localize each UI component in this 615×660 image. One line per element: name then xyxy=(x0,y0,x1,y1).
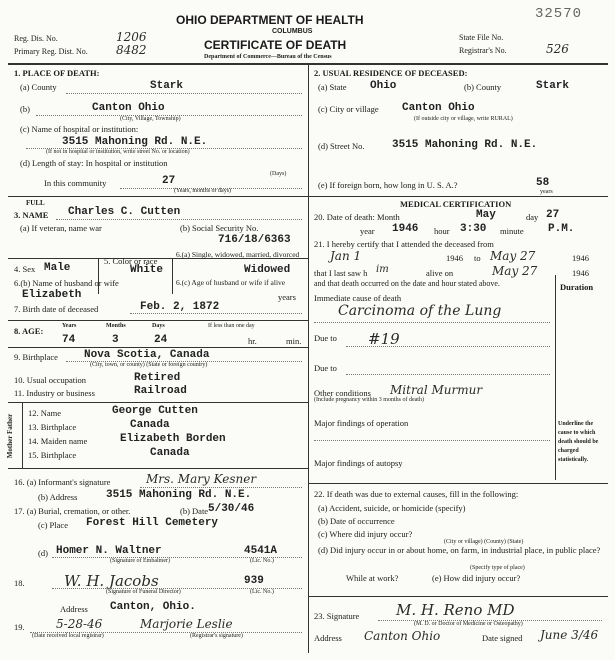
father-name-label: 12. Name xyxy=(28,408,62,418)
marital-value: Widowed xyxy=(244,264,291,276)
place-label: (c) Place xyxy=(38,520,68,530)
spouse-value: Elizabeth xyxy=(22,289,82,301)
age-days-value: 24 xyxy=(154,334,168,346)
birthplace-note: (City, town, or county) (State or foreign country) xyxy=(90,362,208,368)
foreign-unit: years xyxy=(540,189,553,195)
ssn-value: 716/18/6363 xyxy=(218,234,291,246)
state-file-label: State File No. xyxy=(459,33,504,42)
immediate-value: Carcinoma of the Lung xyxy=(338,303,502,319)
mother-father-side-label: Mother Father xyxy=(6,413,15,459)
registrar-no-label: Registrar's No. xyxy=(459,46,507,55)
dod-pm: P.M. xyxy=(548,223,575,235)
burial-label: 17. (a) Burial, cremation, or other. xyxy=(14,506,131,516)
age-years-header: Years xyxy=(62,323,77,329)
age-less-day: If less than one day xyxy=(208,323,255,329)
birthplace-label: 9. Birthplace xyxy=(14,352,58,362)
other-conditions-value: Mitral Murmur xyxy=(390,383,483,397)
registrar-signature: Marjorie Leslie xyxy=(140,617,233,631)
sex-label: 4. Sex xyxy=(14,264,36,274)
attended-from-year: 1946 xyxy=(446,253,463,263)
director-note: (Signature of Funeral Director) xyxy=(106,589,181,595)
age-days-header: Days xyxy=(152,323,165,329)
hospital-note: (If not in hospital or institution, write street No. or location) xyxy=(46,149,190,155)
alive-value: May 27 xyxy=(492,264,538,278)
dod-year-label: year xyxy=(360,226,375,236)
type-place-note: (Specify type of place) xyxy=(470,565,525,571)
birth-date-label: 7. Birth date of deceased xyxy=(14,304,99,314)
reg-dist-label: Reg. Dis. No. xyxy=(14,34,58,43)
birth-date-value: Feb. 2, 1872 xyxy=(140,301,220,313)
stay-unit: (Days) xyxy=(270,171,287,177)
mother-birthplace-value: Canada xyxy=(150,447,190,459)
community-label: In this community xyxy=(44,178,107,188)
filed-date: 5-28-46 xyxy=(56,617,103,631)
sex-value: Male xyxy=(44,262,71,274)
immediate-label: Immediate cause of death xyxy=(314,293,402,303)
mother-birthplace-label: 15. Birthplace xyxy=(28,450,77,460)
res-city-value: Canton Ohio xyxy=(402,102,475,114)
community-note: (Years, months or days) xyxy=(174,188,232,194)
color-label: 5. Color or race xyxy=(104,256,158,266)
attended-to-label: to xyxy=(474,253,481,263)
major-operation-label: Major findings of operation xyxy=(314,418,409,428)
dod-day: 27 xyxy=(546,209,560,221)
dod-hour: 3:30 xyxy=(460,223,487,235)
embalmer-license: 4541A xyxy=(244,545,278,557)
res-city-note: (If outside city or village, write RURAL) xyxy=(414,116,513,122)
attended-to: May 27 xyxy=(490,249,536,263)
res-street-value: 3515 Mahoning Rd. N.E. xyxy=(392,139,538,151)
director-address-value: Canton, Ohio. xyxy=(110,601,196,613)
department-line: Department of Commerce—Bureau of the Census xyxy=(204,54,332,60)
hospital-value: 3515 Mahoning Rd. N.E. xyxy=(62,136,208,148)
res-county-value: Stark xyxy=(536,80,570,92)
dod-month: May xyxy=(476,209,496,221)
informant-signature: Mrs. Mary Kesner xyxy=(146,472,257,486)
alive-label: alive on xyxy=(426,268,454,278)
mother-maiden-label: 14. Maiden name xyxy=(28,436,88,446)
file-stamp: 32570 xyxy=(535,6,583,22)
full-label: FULL xyxy=(26,199,45,207)
industry-label: 11. Industry or business xyxy=(14,388,95,398)
signature-note: (M. D. or Doctor of Medicine or Osteopathy) xyxy=(414,621,523,627)
residence-title: 2. USUAL RESIDENCE OF DECEASED: xyxy=(314,68,468,78)
marital-label: 6.(a) Single, widowed, married, divorced xyxy=(176,250,300,259)
ssn-label: (b) Social Security No. xyxy=(180,223,259,233)
dod-label: 20. Date of death: Month xyxy=(314,212,400,222)
death-county-label: (a) County xyxy=(20,82,57,92)
res-city-label: (c) City or village xyxy=(318,104,379,114)
while-work-label: While at work? xyxy=(346,573,399,583)
external-label: 22. If death was due to external causes, fill in the following: xyxy=(314,489,519,499)
age-months-value: 3 xyxy=(112,334,119,346)
veteran-label: (a) If veteran, name war xyxy=(20,223,102,233)
race-value: White xyxy=(130,264,164,276)
date-signed-value: June 3/46 xyxy=(540,628,599,642)
res-state-label: (a) State xyxy=(318,82,347,92)
age-min: min. xyxy=(286,336,302,346)
accident-label: (a) Accident, suicide, or homicide (specify) xyxy=(318,503,466,513)
certify-text: 21. I hereby certify that I attended the deceased from xyxy=(314,239,494,249)
community-value: 27 xyxy=(162,175,176,187)
spouse-age-label: 6.(c) Age of husband or wife if alive xyxy=(176,278,286,287)
signature-label: 23. Signature xyxy=(314,611,360,621)
name-label: 3. NAME xyxy=(14,210,49,220)
director-lic-note: (Lic. No.) xyxy=(250,589,274,595)
occupation-label: 10. Usual occupation xyxy=(14,375,86,385)
physician-address-label: Address xyxy=(314,633,342,643)
director-address-label: Address xyxy=(60,604,88,614)
burial-date-label: (b) Date xyxy=(180,506,209,516)
foreign-label: (e) If foreign born, how long in U. S. A.? xyxy=(318,180,458,190)
reg-dist-value: 1206 xyxy=(116,30,147,44)
embalmer-lic-note: (Lic. No.) xyxy=(250,558,274,564)
hospital-label: (c) Name of hospital or institution: xyxy=(20,124,139,134)
dod-minute-label: minute xyxy=(500,226,524,236)
where-note: (City or village) (County) (State) xyxy=(444,539,524,545)
place-of-death-title: 1. PLACE OF DEATH: xyxy=(14,68,100,78)
dod-hour-label: hour xyxy=(434,226,450,236)
death-city-label: (b) xyxy=(20,104,30,114)
occupation-value: Retired xyxy=(134,372,181,384)
informant-label: 16. (a) Informant's signature xyxy=(14,477,111,487)
death-county-value: Stark xyxy=(150,80,184,92)
age-hr: hr. xyxy=(248,336,257,346)
informant-address-label: (b) Address xyxy=(38,492,78,502)
due-to-1-label: Due to xyxy=(314,333,337,343)
director-label: 18. xyxy=(14,578,25,588)
underline-note: Underline the cause to which death should be charged statistically. xyxy=(558,421,599,463)
industry-value: Railroad xyxy=(134,385,187,397)
spouse-label: 6.(b) Name of husband or wife xyxy=(14,278,119,288)
registrar-note: (Registrar's signature) xyxy=(190,633,243,639)
last-saw-value: im xyxy=(376,264,389,275)
city-subtitle: COLUMBUS xyxy=(272,28,313,35)
birthplace-value: Nova Scotia, Canada xyxy=(84,349,210,361)
alive-year: 1946 xyxy=(572,268,589,278)
father-birthplace-label: 13. Birthplace xyxy=(28,422,77,432)
mother-maiden-value: Elizabeth Borden xyxy=(120,433,226,445)
director-signature: W. H. Jacobs xyxy=(64,572,159,590)
burial-date-value: 5/30/46 xyxy=(208,503,255,515)
where-label: (c) Where did injury occur? xyxy=(318,529,413,539)
due-to-value: #19 xyxy=(368,330,400,348)
father-name-value: George Cutten xyxy=(112,405,198,417)
embalmer-note: (Signature of Embalmer) xyxy=(110,558,170,564)
death-city-note: (City, Village, Township) xyxy=(120,116,181,122)
place-value: Forest Hill Cemetery xyxy=(86,517,219,529)
agency-title: OHIO DEPARTMENT OF HEALTH xyxy=(176,13,364,27)
last-saw-label: that I last saw h xyxy=(314,268,368,278)
foreign-value: 58 xyxy=(536,177,550,189)
physician-signature: M. H. Reno MD xyxy=(396,601,515,619)
other-conditions-note: (Include pregnancy within 3 months of death) xyxy=(314,397,424,403)
stay-label: (d) Length of stay: In hospital or institution xyxy=(20,158,168,168)
other-conditions-label: Other conditions xyxy=(314,388,371,398)
attended-from: Jan 1 xyxy=(330,249,362,263)
registrar-no-value: 526 xyxy=(546,42,569,56)
res-state-value: Ohio xyxy=(370,80,397,92)
attended-to-year: 1946 xyxy=(572,253,589,263)
director-license: 939 xyxy=(244,575,264,587)
informant-address-value: 3515 Mahoning Rd. N.E. xyxy=(106,489,252,501)
age-years-value: 74 xyxy=(62,334,76,346)
major-autopsy-label: Major findings of autopsy xyxy=(314,458,403,468)
death-city-value: Canton Ohio xyxy=(92,102,165,114)
dod-year: 1946 xyxy=(392,223,419,235)
years-label: years xyxy=(278,292,296,302)
age-label: 8. AGE: xyxy=(14,326,44,336)
due-to-2-label: Due to xyxy=(314,363,337,373)
how-injury-label: (e) How did injury occur? xyxy=(432,573,521,583)
date-occurrence-label: (b) Date of occurrence xyxy=(318,516,395,526)
filed-label: 19. xyxy=(14,622,25,632)
primary-reg-label: Primary Reg. Dist. No. xyxy=(14,47,88,56)
age-months-header: Months xyxy=(106,323,126,329)
death-occurred-text: and that death occurred on the date and hour stated above. xyxy=(314,279,500,288)
res-street-label: (d) Street No. xyxy=(318,141,365,151)
certificate-title: CERTIFICATE OF DEATH xyxy=(204,38,347,52)
name-value: Charles C. Cutten xyxy=(68,206,181,218)
res-county-label: (b) County xyxy=(464,82,502,92)
home-label: (d) Did injury occur in or about home, on farm, in industrial place, in public place? xyxy=(318,545,601,555)
duration-label: Duration xyxy=(560,282,594,292)
embalmer-value: Homer N. Waltner xyxy=(56,545,162,557)
embalmer-label: (d) xyxy=(38,548,48,558)
medical-title: MEDICAL CERTIFICATION xyxy=(400,199,512,209)
primary-reg-value: 8482 xyxy=(116,43,147,57)
filed-note: (Date received local registrar) xyxy=(32,633,104,639)
dod-day-label: day xyxy=(526,212,539,222)
date-signed-label: Date signed xyxy=(482,633,523,643)
physician-address-value: Canton Ohio xyxy=(364,629,441,643)
father-birthplace-value: Canada xyxy=(130,419,170,431)
